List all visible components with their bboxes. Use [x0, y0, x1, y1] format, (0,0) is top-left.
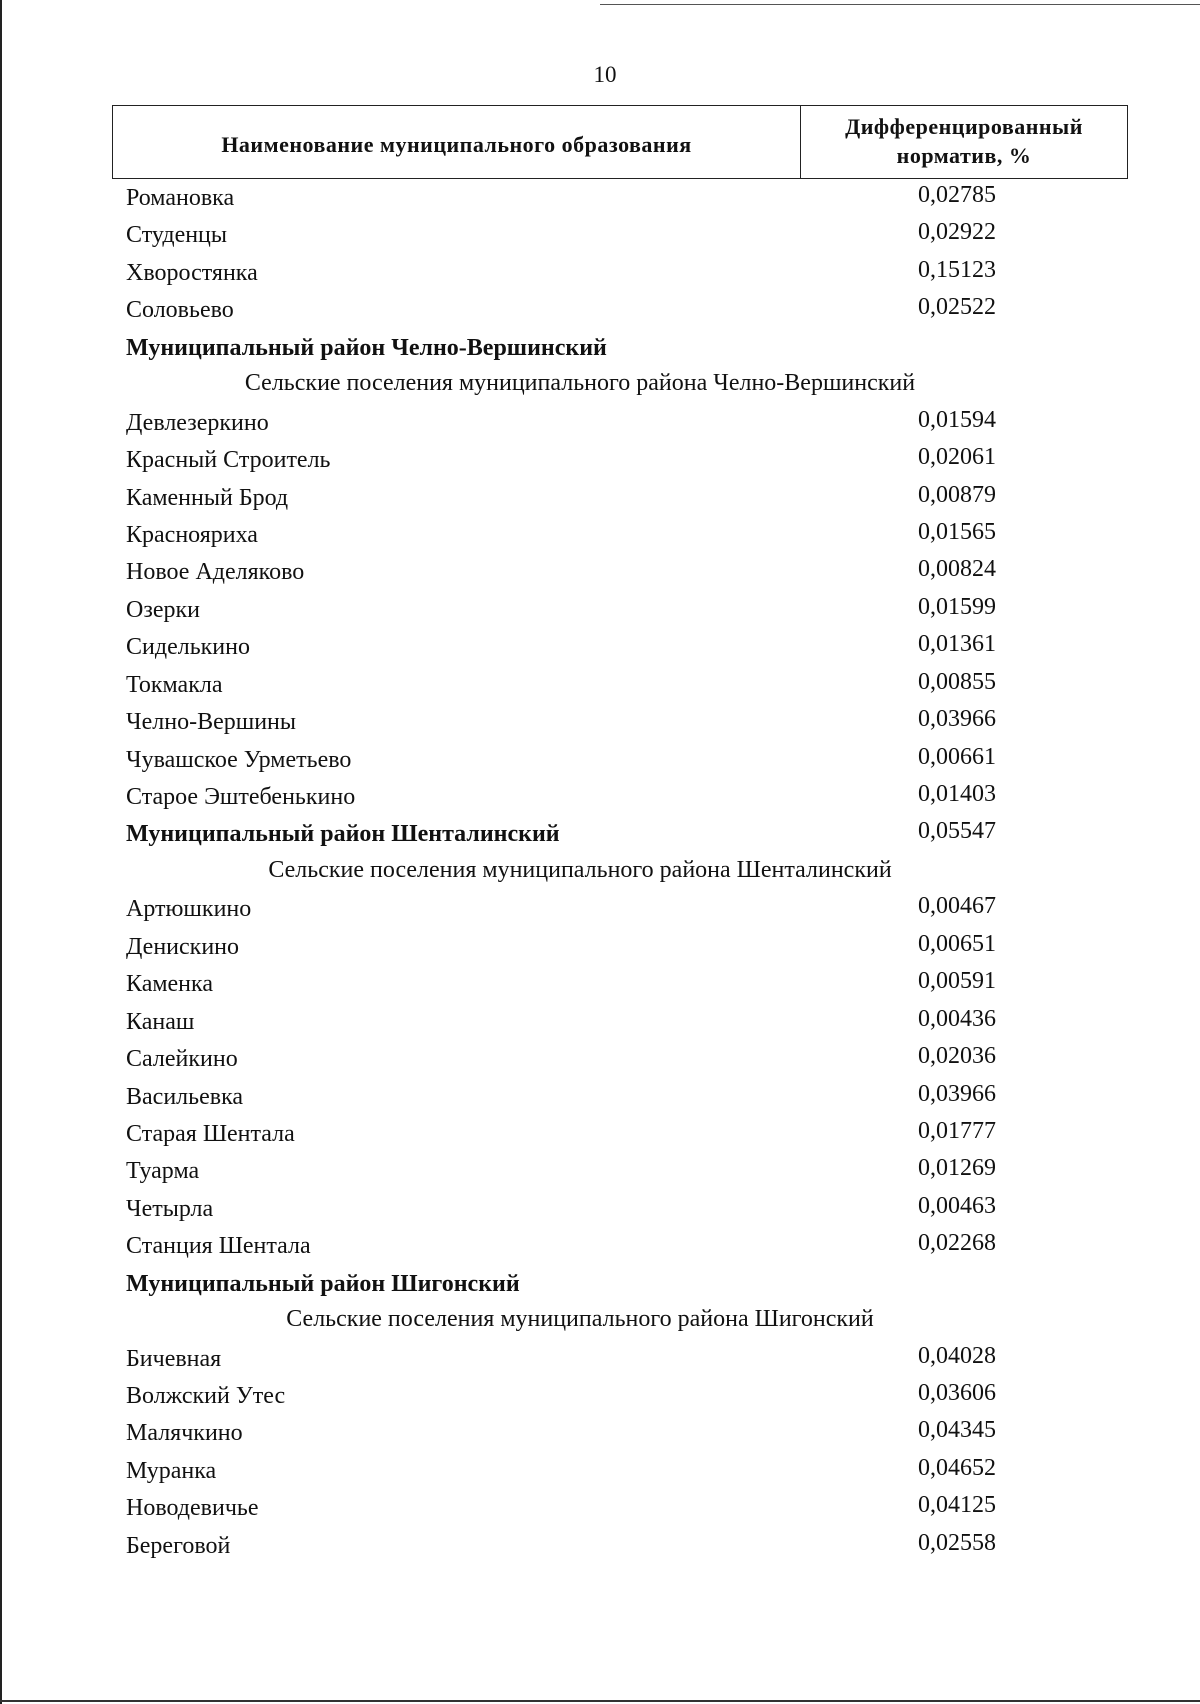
settlement-name: Чувашское Урметьево	[126, 746, 352, 773]
settlement-name: Канаш	[126, 1008, 195, 1035]
scan-edge-bottom	[0, 1700, 1200, 1702]
norm-value: 0,03966	[918, 1080, 996, 1107]
header-differentiated-norm: Дифференцированный норматив, %	[845, 114, 1083, 168]
norm-value: 0,04028	[918, 1342, 996, 1369]
table-row	[0, 666, 1200, 703]
norm-value: 0,04652	[918, 1454, 996, 1481]
table-row	[0, 1115, 1200, 1152]
table-row	[0, 291, 1200, 328]
table-row	[0, 1377, 1200, 1414]
table-row	[0, 1227, 1200, 1264]
table-row	[0, 591, 1200, 628]
norm-value: 0,02922	[918, 219, 996, 246]
norm-value: 0,03606	[918, 1380, 996, 1406]
header-municipality-name: Наименование муниципального образования	[113, 106, 801, 178]
district-name: Муниципальный район Шигонский	[126, 1270, 520, 1297]
table-row	[0, 965, 1200, 1002]
settlement-name: Старое Эштебенькино	[126, 784, 356, 810]
norm-value: 0,00879	[918, 481, 996, 508]
table-row	[0, 1152, 1200, 1189]
settlement-name: Каменный Брод	[126, 484, 289, 511]
norm-value: 0,00651	[918, 930, 996, 957]
subheader-label: Сельские поселения муниципального района Шенталинский	[268, 856, 892, 883]
table-row	[0, 928, 1200, 965]
norm-value: 0,02036	[918, 1043, 996, 1070]
settlement-name: Станция Шентала	[126, 1233, 311, 1260]
table-row	[0, 703, 1200, 740]
settlement-name: Каменка	[126, 971, 213, 998]
table-row	[0, 404, 1200, 441]
district-row	[0, 815, 1200, 852]
settlement-name: Денискино	[126, 933, 240, 960]
table-row	[0, 1040, 1200, 1077]
table-row	[0, 890, 1200, 927]
table-body	[0, 179, 1200, 1564]
norm-value: 0,02558	[918, 1529, 996, 1556]
settlement-name: Челно-Вершины	[126, 709, 297, 736]
table-row	[0, 479, 1200, 516]
settlement-name: Муранка	[126, 1457, 217, 1484]
norm-value: 0,03966	[918, 706, 996, 733]
settlement-name: Соловьево	[126, 297, 234, 324]
table-row	[0, 553, 1200, 590]
district-name: Муниципальный район Шенталинский	[126, 821, 560, 848]
table-row	[0, 1340, 1200, 1377]
table-row	[0, 441, 1200, 478]
settlement-name: Волжский Утес	[126, 1383, 286, 1409]
settlement-name: Романовка	[126, 185, 235, 211]
norm-value: 0,01594	[918, 406, 996, 433]
table-row	[0, 1190, 1200, 1227]
settlement-name: Новодевичье	[126, 1495, 259, 1522]
district-row	[0, 1265, 1200, 1302]
norm-value: 0,00855	[918, 668, 996, 695]
subheader-row	[0, 853, 1200, 890]
table-row	[0, 1003, 1200, 1040]
norm-value: 0,02522	[918, 294, 996, 321]
norm-value: 0,02061	[918, 444, 996, 471]
norm-value: 0,01403	[918, 781, 996, 807]
settlement-name: Четырла	[126, 1195, 214, 1222]
settlement-name: Красный Строитель	[126, 447, 331, 474]
table-row	[0, 1527, 1200, 1564]
settlement-name: Токмакла	[126, 671, 223, 698]
settlement-name: Васильевка	[126, 1083, 244, 1110]
table-row	[0, 778, 1200, 815]
norm-value: 0,04125	[918, 1492, 996, 1519]
table-row	[0, 216, 1200, 253]
subheader-label: Сельские поселения муниципального района Шигонский	[286, 1306, 874, 1333]
norm-value: 0,05547	[918, 818, 996, 845]
settlement-name: Новое Аделяково	[126, 559, 305, 586]
settlement-name: Хворостянка	[126, 259, 258, 286]
settlement-name: Салейкино	[126, 1046, 238, 1073]
norm-value: 0,00467	[918, 893, 996, 920]
settlement-name: Студенцы	[126, 222, 228, 249]
district-row	[0, 329, 1200, 366]
settlement-name: Туарма	[126, 1158, 200, 1185]
norm-value: 0,02268	[918, 1230, 996, 1257]
norm-value: 0,00824	[918, 556, 996, 583]
norm-value: 0,00591	[918, 968, 996, 995]
norm-value: 0,01361	[918, 631, 996, 658]
table-row	[0, 1414, 1200, 1451]
table-row	[0, 1078, 1200, 1115]
norm-value: 0,00661	[918, 743, 996, 770]
page-number: 10	[593, 62, 617, 87]
settlement-name: Малячкино	[126, 1420, 243, 1447]
settlement-name: Озерки	[126, 596, 200, 623]
subheader-label: Сельские поселения муниципального района Челно-Вершинский	[244, 370, 916, 397]
table-row	[0, 1489, 1200, 1526]
subheader-row	[0, 366, 1200, 403]
norm-value: 0,01565	[918, 518, 996, 545]
settlement-name: Сиделькино	[126, 634, 250, 661]
norm-value: 0,00436	[918, 1005, 996, 1032]
norm-value: 0,01599	[918, 593, 996, 620]
table-header	[112, 105, 1128, 179]
settlement-name: Краснояриха	[126, 521, 258, 548]
settlement-name: Береговой	[126, 1532, 231, 1559]
table-row	[0, 628, 1200, 665]
norm-value: 0,01269	[918, 1155, 996, 1182]
table-row	[0, 254, 1200, 291]
norm-value: 0,01777	[918, 1117, 996, 1144]
settlement-name: Старая Шентала	[126, 1120, 295, 1147]
scan-edge-top	[600, 4, 1200, 5]
settlement-name: Девлезеркино	[126, 409, 269, 436]
subheader-row	[0, 1302, 1200, 1339]
norm-value: 0,04345	[918, 1417, 996, 1444]
settlement-name: Артюшкино	[126, 896, 252, 923]
district-name: Муниципальный район Челно-Вершинский	[126, 334, 607, 361]
norm-value: 0,02785	[918, 182, 996, 208]
table-row	[0, 1452, 1200, 1489]
settlement-name: Бичевная	[126, 1345, 222, 1372]
table-row	[0, 179, 1200, 216]
norm-value: 0,15123	[918, 256, 996, 283]
norm-value: 0,00463	[918, 1192, 996, 1219]
table-row	[0, 516, 1200, 553]
table-row	[0, 741, 1200, 778]
